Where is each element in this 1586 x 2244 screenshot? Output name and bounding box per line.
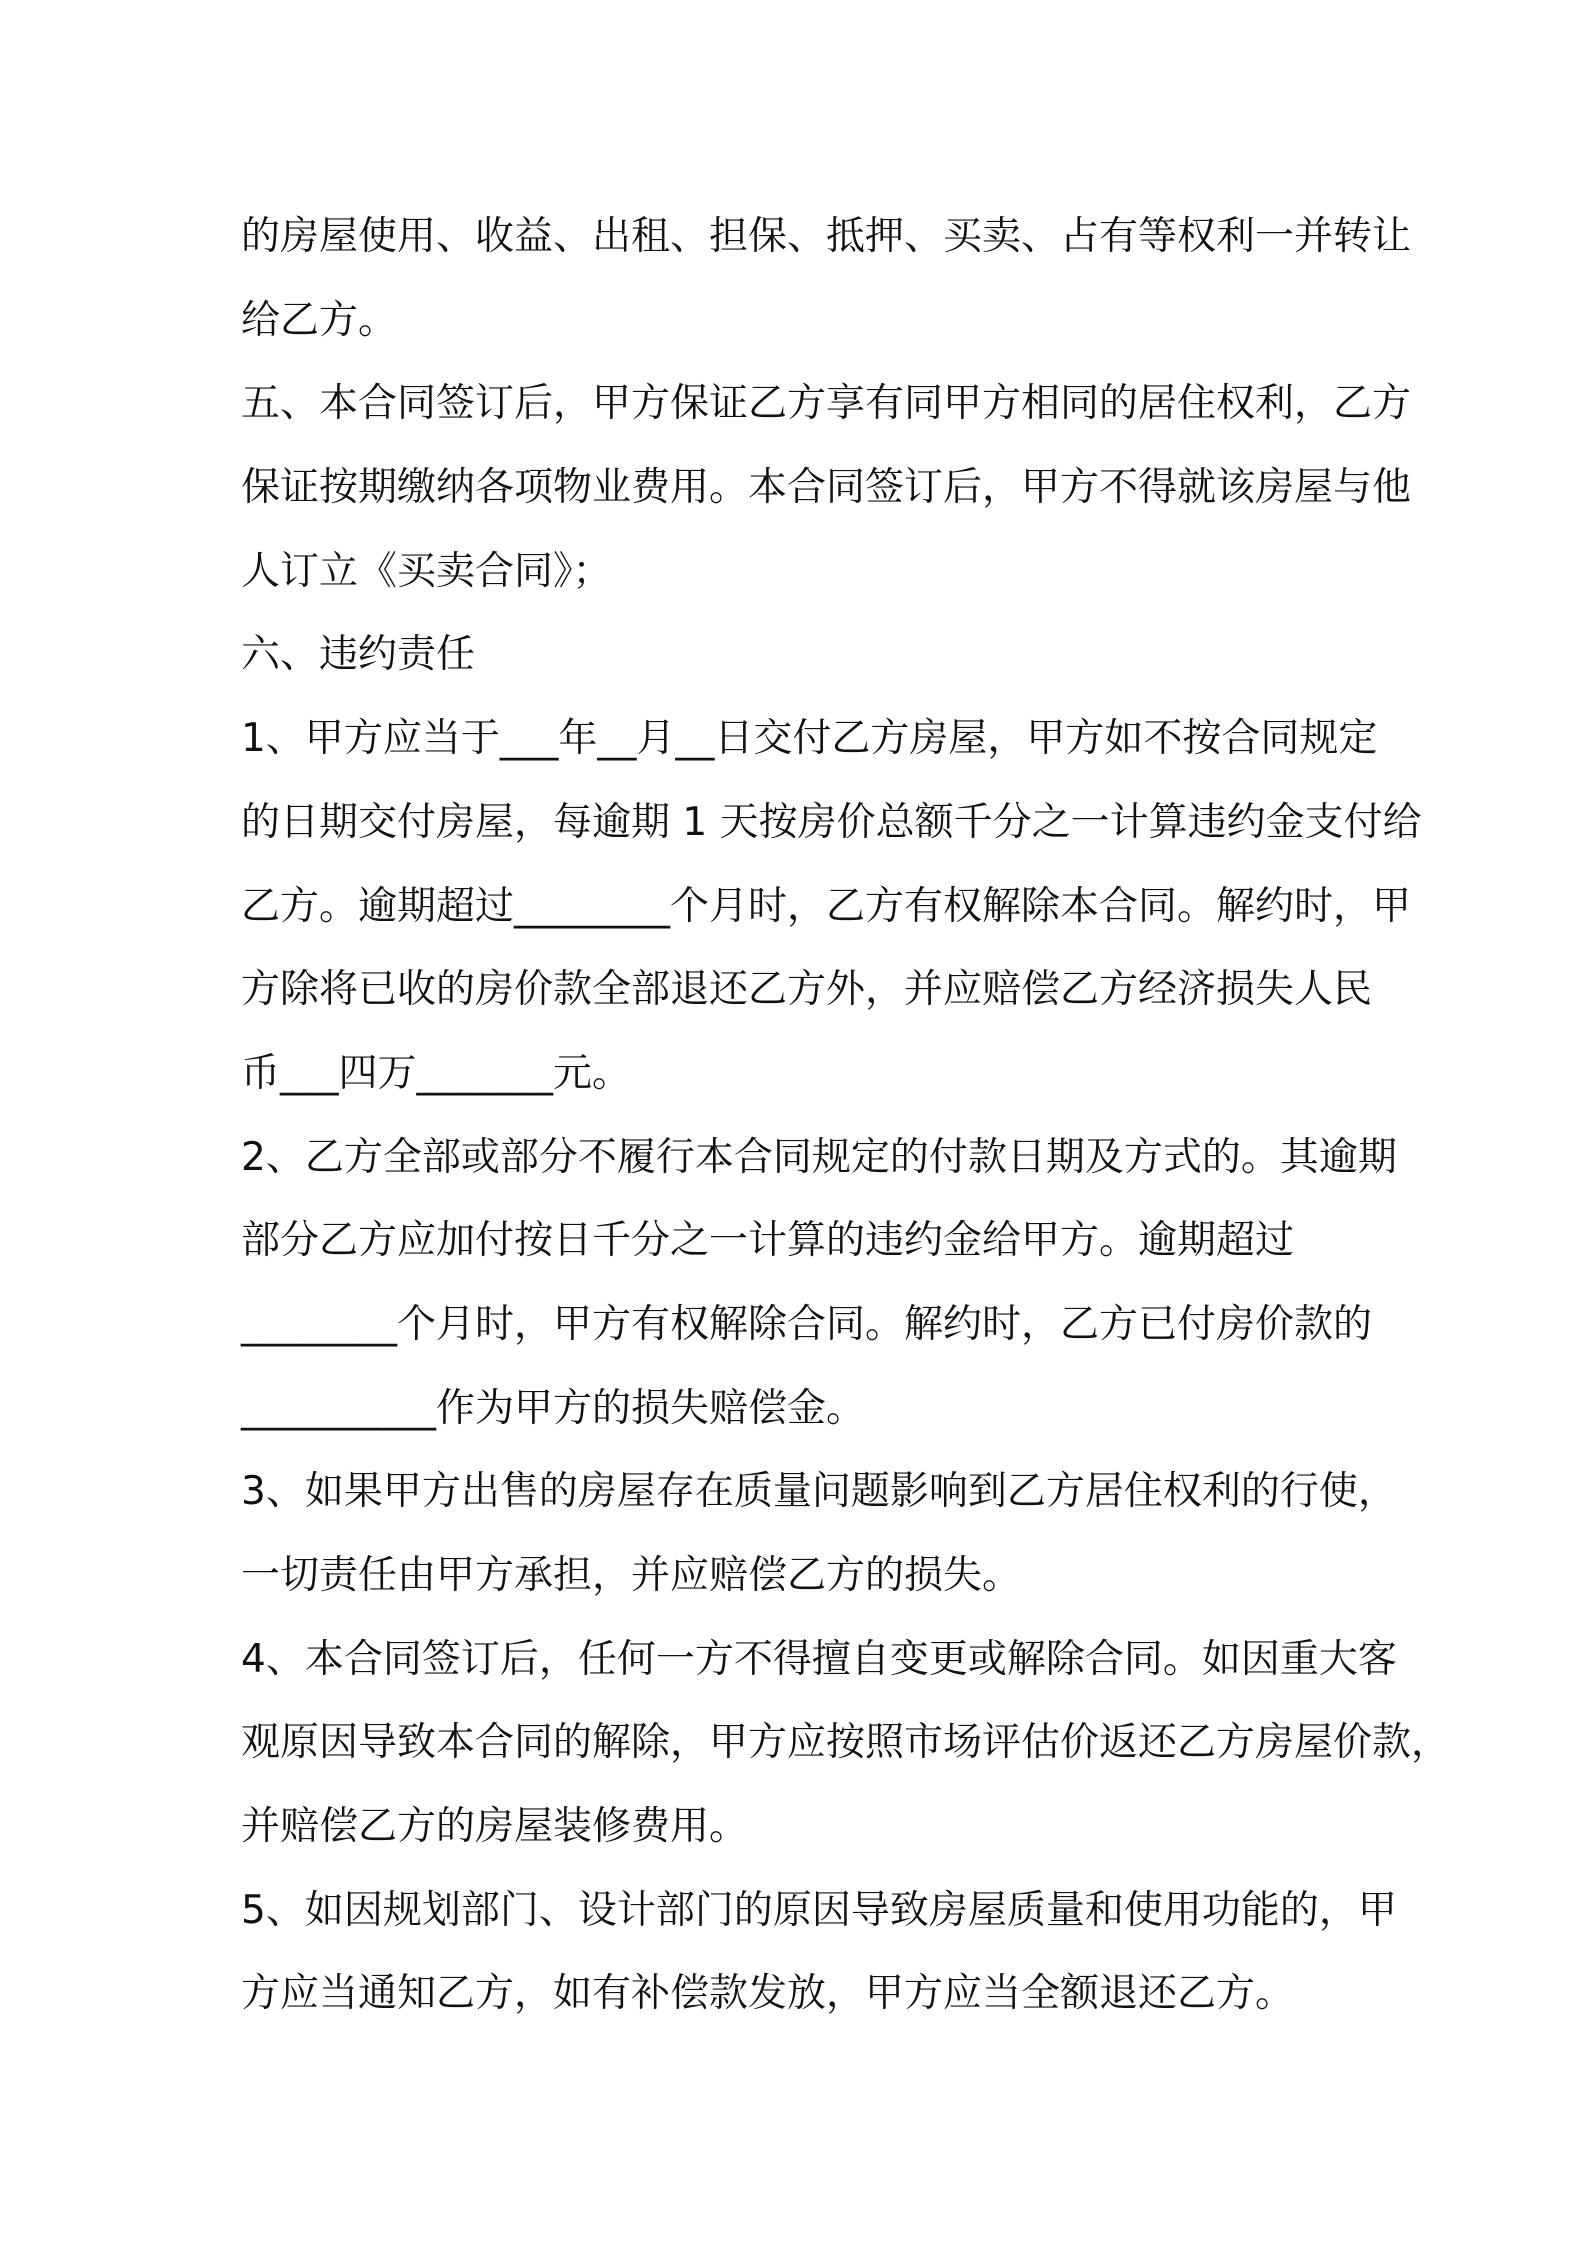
- text-line: 的日期交付房屋，每逾期 1 天按房价总额千分之一计算违约金支付给: [241, 799, 1422, 845]
- text-line: 一切责任由甲方承担，并应赔偿乙方的损失。: [241, 1553, 1022, 1598]
- text-line: 观原因导致本合同的解除，甲方应按照市场评估价返还乙方房屋价款，: [241, 1720, 1451, 1766]
- text-line: 并赔偿乙方的房屋装修费用。: [241, 1804, 749, 1850]
- text-line: 1、甲方应当于___年__月__日交付乙方房屋，甲方如不按合同规定: [241, 716, 1378, 762]
- text-line: 方除将已收的房价款全部退还乙方外，并应赔偿乙方经济损失人民: [241, 967, 1373, 1013]
- contract-text: [241, 195, 1451, 2036]
- text-line: 五、本合同签订后，甲方保证乙方享有同甲方相同的居住权利，乙方: [241, 381, 1412, 427]
- text-line: 4、本合同签订后，任何一方不得擅自变更或解除合同。如因重大客: [241, 1636, 1397, 1682]
- text-line: 2、乙方全部或部分不履行本合同规定的付款日期及方式的。其逾期: [241, 1134, 1397, 1180]
- text-line: 币___四万_______元。: [241, 1050, 632, 1096]
- text-line: ________个月时，甲方有权解除合同。解约时，乙方已付房价款的: [241, 1301, 1373, 1347]
- section-heading: 六、违约责任: [241, 632, 476, 678]
- text-line: 方应当通知乙方，如有补偿款发放，甲方应当全额退还乙方。: [241, 1971, 1295, 2017]
- text-line: __________作为甲方的损失赔偿金。: [241, 1385, 866, 1431]
- text-line: 3、如果甲方出售的房屋存在质量问题影响到乙方居住权利的行使，: [241, 1469, 1397, 1515]
- text-line: 给乙方。: [241, 297, 398, 343]
- text-line: 乙方。逾期超过________个月时，乙方有权解除本合同。解约时，甲: [241, 883, 1412, 929]
- text-line: 保证按期缴纳各项物业费用。本合同签订后，甲方不得就该房屋与他: [241, 465, 1412, 511]
- text-line: 人订立《买卖合同》；: [241, 548, 612, 594]
- text-line: 的房屋使用、收益、出租、担保、抵押、买卖、占有等权利一并转让: [241, 214, 1412, 259]
- text-line: 部分乙方应加付按日千分之一计算的违约金给甲方。逾期超过: [241, 1218, 1295, 1264]
- text-line: 5、如因规划部门、设计部门的原因导致房屋质量和使用功能的，甲: [241, 1887, 1397, 1933]
